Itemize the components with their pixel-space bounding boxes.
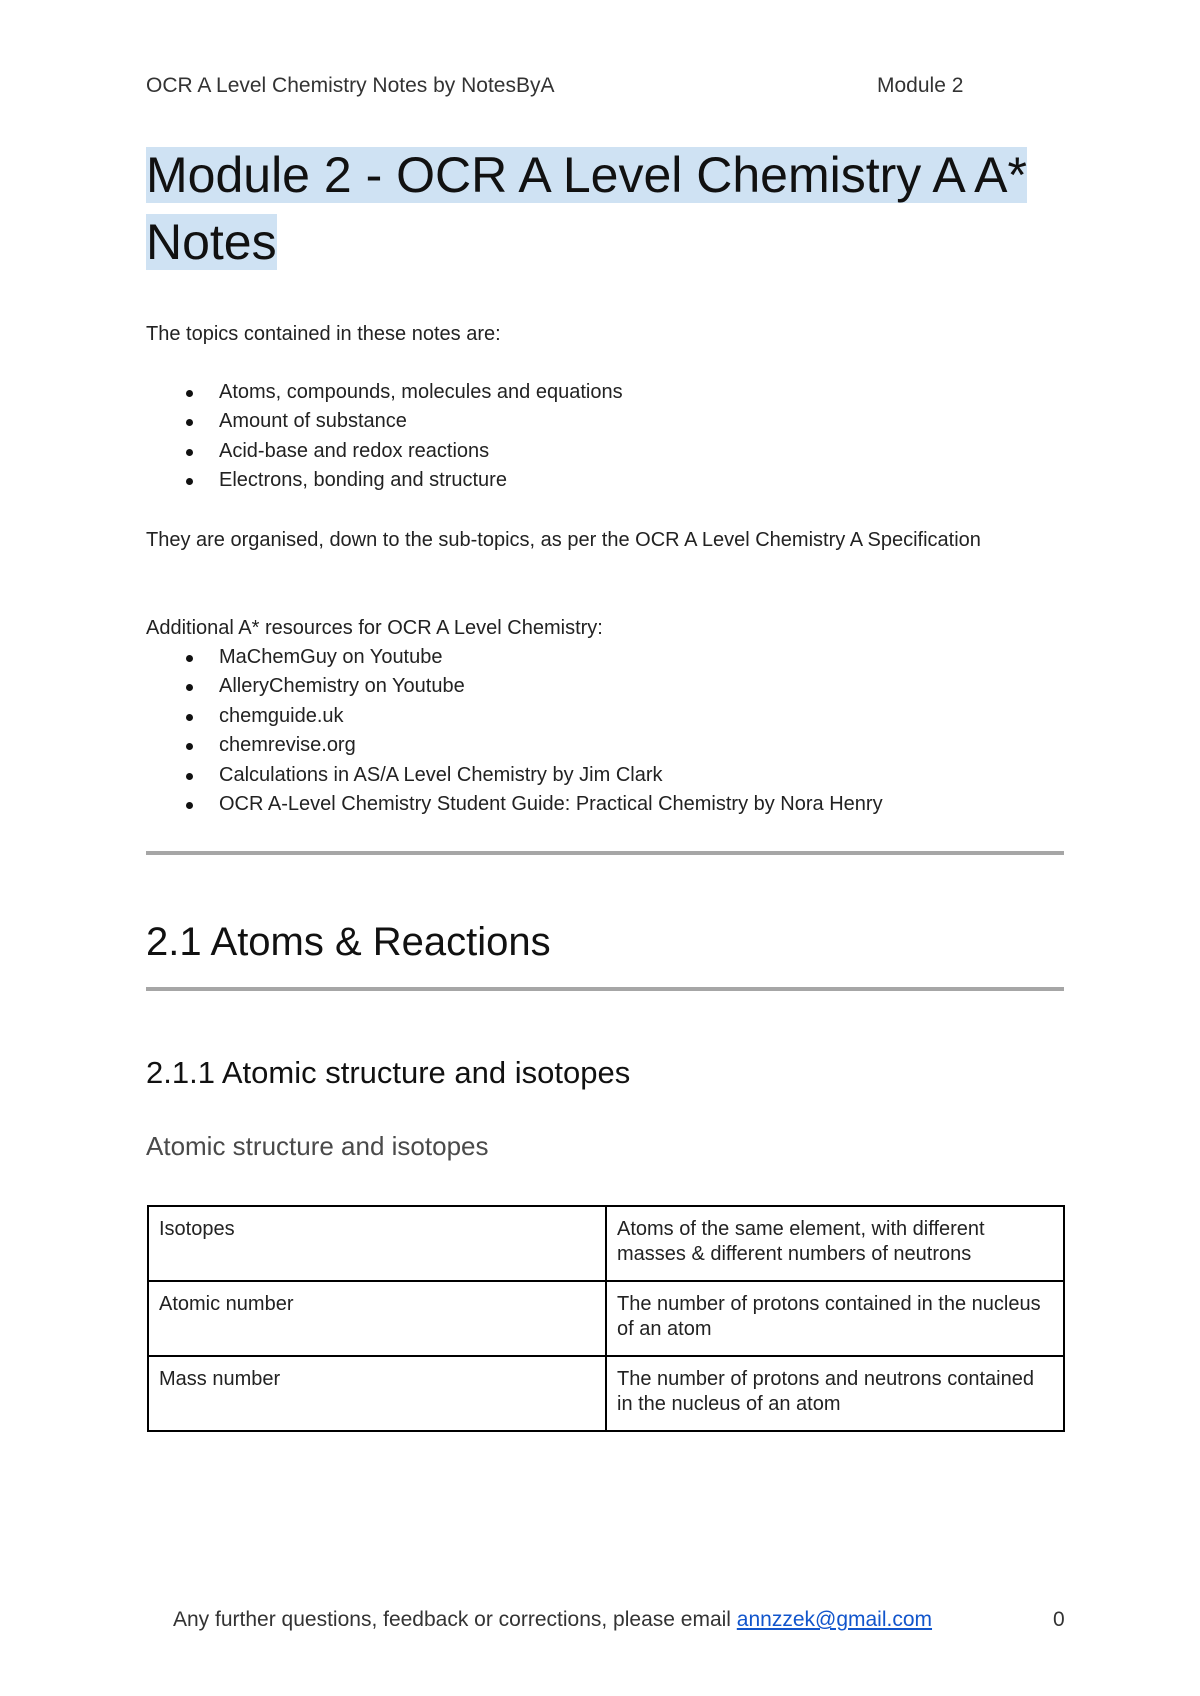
topic-label: Atoms, compounds, molecules and equations bbox=[219, 381, 623, 403]
subsection-heading: 2.1.1 Atomic structure and isotopes bbox=[146, 1055, 631, 1090]
table-row bbox=[148, 1356, 1064, 1431]
footer-contact bbox=[173, 1608, 932, 1632]
document-title bbox=[146, 142, 1066, 276]
table-row bbox=[148, 1206, 1064, 1281]
definition-cell: The number of protons contained in the nucleus of an atom bbox=[606, 1281, 1064, 1356]
bullet-icon bbox=[186, 478, 193, 485]
topics-list bbox=[146, 378, 623, 496]
list-item bbox=[146, 790, 883, 819]
document-title-text: Module 2 - OCR A Level Chemistry A A* Notes bbox=[146, 147, 1027, 270]
resources-heading: Additional A* resources for OCR A Level Chemistry: bbox=[146, 617, 603, 639]
resource-label: chemrevise.org bbox=[219, 734, 356, 757]
footer-text: Any further questions, feedback or corrections, please email bbox=[173, 1608, 737, 1631]
term-cell: Mass number bbox=[148, 1356, 606, 1431]
topic-label: Acid-base and redox reactions bbox=[219, 439, 490, 462]
bullet-icon bbox=[186, 802, 193, 809]
topics-intro: The topics contained in these notes are: bbox=[146, 323, 501, 345]
page-number: 0 bbox=[1053, 1608, 1065, 1631]
list-item bbox=[146, 437, 623, 466]
list-item bbox=[146, 672, 883, 701]
section-heading-underline bbox=[146, 987, 1064, 991]
term-cell: Atomic number bbox=[148, 1281, 606, 1356]
resource-label: Calculations in AS/A Level Chemistry by Jim Clark bbox=[219, 763, 663, 786]
list-item bbox=[146, 761, 883, 790]
resource-label: MaChemGuy on Youtube bbox=[219, 646, 443, 668]
topic-label: Electrons, bonding and structure bbox=[219, 469, 507, 492]
bullet-icon bbox=[186, 714, 193, 721]
resource-label: AlleryChemistry on Youtube bbox=[219, 675, 465, 698]
topic-label: Amount of substance bbox=[219, 410, 407, 433]
term-cell: Isotopes bbox=[148, 1206, 606, 1281]
bullet-icon bbox=[186, 773, 193, 780]
list-item bbox=[146, 702, 883, 731]
header-document-title: OCR A Level Chemistry Notes by NotesByA bbox=[146, 74, 555, 97]
header-module-label: Module 2 bbox=[877, 74, 964, 97]
list-item bbox=[146, 407, 623, 436]
list-item bbox=[146, 466, 623, 495]
definition-cell: The number of protons and neutrons contained in the nucleus of an atom bbox=[606, 1356, 1064, 1431]
resource-label: chemguide.uk bbox=[219, 704, 344, 727]
bullet-icon bbox=[186, 449, 193, 456]
definition-cell: Atoms of the same element, with different masses & different numbers of neutrons bbox=[606, 1206, 1064, 1281]
organisation-note: They are organised, down to the sub-topics, as per the OCR A Level Chemistry A Specification bbox=[146, 529, 981, 551]
subsubsection-heading: Atomic structure and isotopes bbox=[146, 1131, 489, 1161]
list-item bbox=[146, 643, 883, 672]
resource-label: OCR A-Level Chemistry Student Guide: Practical Chemistry by Nora Henry bbox=[219, 793, 883, 816]
table-row bbox=[148, 1281, 1064, 1356]
email-link[interactable]: annzzek@gmail.com bbox=[736, 1608, 933, 1631]
resources-list bbox=[146, 643, 883, 819]
bullet-icon bbox=[186, 684, 193, 691]
definitions-table bbox=[147, 1205, 1065, 1432]
bullet-icon bbox=[186, 419, 193, 426]
bullet-icon bbox=[186, 655, 193, 662]
bullet-icon bbox=[186, 743, 193, 750]
section-heading: 2.1 Atoms & Reactions bbox=[146, 920, 551, 964]
list-item bbox=[146, 731, 883, 760]
bullet-icon bbox=[186, 390, 193, 397]
horizontal-divider bbox=[146, 851, 1064, 855]
list-item bbox=[146, 378, 623, 407]
